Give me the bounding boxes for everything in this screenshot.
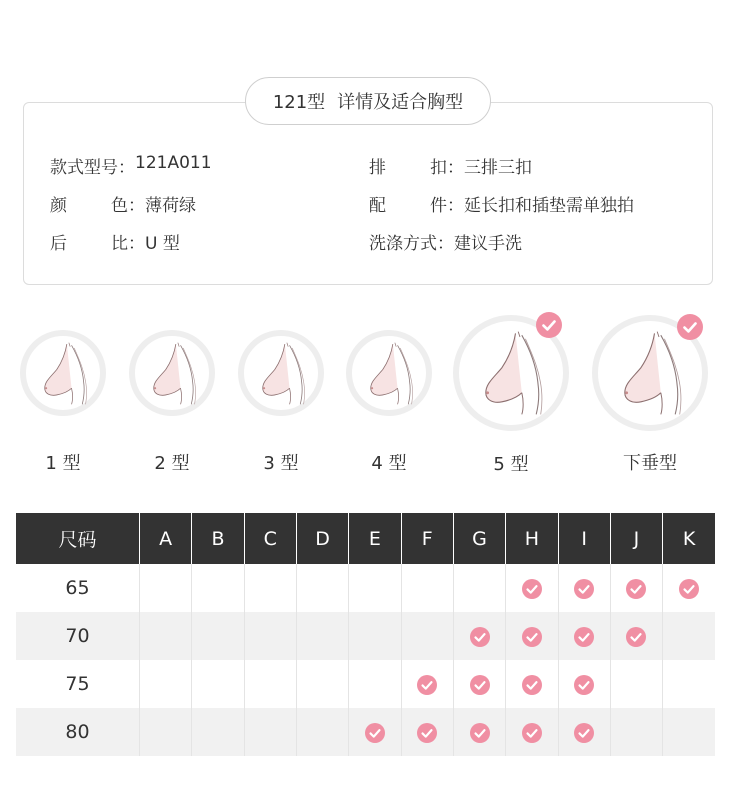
info-row-accessories: 配 件 ： 延长扣和插垫需单独拍 [369,191,634,216]
size-cell-75C [244,660,296,708]
size-cell-65H [506,564,558,612]
info-value-washing: 建议手洗 [454,234,522,254]
cup-header-C: C [244,513,296,564]
size-cell-80E [349,708,401,756]
breast-silhouette-icon [605,328,695,418]
size-cell-65C [244,564,296,612]
cup-header-D: D [296,513,348,564]
info-key-style: 款式型号 [50,158,118,178]
cup-header-E: E [349,513,401,564]
size-cell-65K [663,564,715,612]
cup-header-H: H [506,513,558,564]
size-cell-70F [401,612,453,660]
selected-check-icon [677,314,703,340]
size-cell-80J [610,708,662,756]
size-cell-70G [453,612,505,660]
breast-shape-1[interactable] [20,330,106,416]
check-icon [679,579,699,599]
size-cell-70C [244,612,296,660]
info-row-color: 颜 色 ： 薄荷绿 [50,191,196,216]
size-row-75 [16,660,715,708]
check-icon [417,675,437,695]
breast-silhouette-icon [248,340,315,407]
size-cell-80D [296,708,348,756]
info-value-hooks: 三排三扣 [464,158,532,178]
breast-shape-label: 4 型 [371,453,407,474]
info-value-color: 薄荷绿 [145,196,196,216]
size-cell-65I [558,564,610,612]
size-cell-75D [296,660,348,708]
check-icon [365,723,385,743]
size-cell-75K [663,660,715,708]
breast-silhouette-icon [466,328,556,418]
size-cell-80C [244,708,296,756]
band-size: 65 [16,564,140,612]
info-key-washing: 洗涤方式 [369,234,437,254]
size-cell-65A [140,564,192,612]
size-cell-75B [192,660,244,708]
size-cell-80B [192,708,244,756]
size-cell-75G [453,660,505,708]
size-chart-table [16,513,715,756]
size-header-label: 尺码 [16,513,140,564]
size-cell-65F [401,564,453,612]
info-row-hooks: 排 扣 ： 三排三扣 [369,153,532,178]
check-icon [626,579,646,599]
breast-shape-label: 5 型 [493,454,529,475]
check-icon [522,723,542,743]
size-cell-80K [663,708,715,756]
band-size: 80 [16,708,140,756]
size-cell-80A [140,708,192,756]
size-cell-70A [140,612,192,660]
size-cell-75F [401,660,453,708]
info-value-style: 121A011 [135,153,212,173]
band-size: 75 [16,660,140,708]
band-size: 70 [16,612,140,660]
breast-shape-label: 2 型 [154,453,190,474]
info-value-accessories: 延长扣和插垫需单独拍 [464,196,634,216]
size-cell-65G [453,564,505,612]
check-icon [574,723,594,743]
size-cell-70H [506,612,558,660]
check-icon [574,579,594,599]
breast-shape-label: 3 型 [263,453,299,474]
check-icon [417,723,437,743]
check-icon [470,627,490,647]
size-cell-70K [663,612,715,660]
cup-header-I: I [558,513,610,564]
size-cell-65B [192,564,244,612]
cup-header-K: K [663,513,715,564]
size-cell-75A [140,660,192,708]
info-title-text: 详情及适合胸型 [337,92,464,113]
breast-shape-4[interactable] [346,330,432,416]
check-icon [522,675,542,695]
info-key-accessories: 配 件 [369,196,447,216]
size-cell-75J [610,660,662,708]
info-row-washing: 洗涤方式 ： 建议手洗 [369,229,522,254]
breast-shape-2[interactable] [129,330,215,416]
cup-header-B: B [192,513,244,564]
size-table-header [16,513,715,564]
size-cell-80G [453,708,505,756]
size-cell-75I [558,660,610,708]
size-cell-70J [610,612,662,660]
info-title [245,77,491,125]
size-row-80 [16,708,715,756]
check-icon [574,627,594,647]
breast-shape-label: 1 型 [45,453,81,474]
breast-shape-label: 下垂型 [623,453,677,474]
size-row-65 [16,564,715,612]
size-cell-75H [506,660,558,708]
size-cell-70D [296,612,348,660]
check-icon [626,627,646,647]
breast-silhouette-icon [30,340,97,407]
info-key-hooks: 排 扣 [369,158,447,178]
cup-header-G: G [453,513,505,564]
size-cell-75E [349,660,401,708]
check-icon [470,675,490,695]
info-value-back: U 型 [145,234,180,254]
cup-header-F: F [401,513,453,564]
info-title-model: 121型 [272,92,326,113]
info-row-style: 款式型号 ： 121A011 [50,153,212,178]
check-icon [470,723,490,743]
size-cell-65E [349,564,401,612]
size-row-70 [16,612,715,660]
check-icon [522,627,542,647]
size-cell-70B [192,612,244,660]
size-cell-70E [349,612,401,660]
cup-header-J: J [610,513,662,564]
breast-shape-3[interactable] [238,330,324,416]
info-key-color: 颜 色 [50,196,128,216]
breast-silhouette-icon [356,340,423,407]
size-cell-65J [610,564,662,612]
info-row-back: 后 比 ： U 型 [50,229,180,254]
size-cell-80I [558,708,610,756]
check-icon [574,675,594,695]
check-icon [522,579,542,599]
info-key-back: 后 比 [50,234,128,254]
size-cell-65D [296,564,348,612]
breast-silhouette-icon [139,340,206,407]
size-cell-80F [401,708,453,756]
size-cell-70I [558,612,610,660]
cup-header-A: A [140,513,192,564]
selected-check-icon [536,312,562,338]
size-cell-80H [506,708,558,756]
